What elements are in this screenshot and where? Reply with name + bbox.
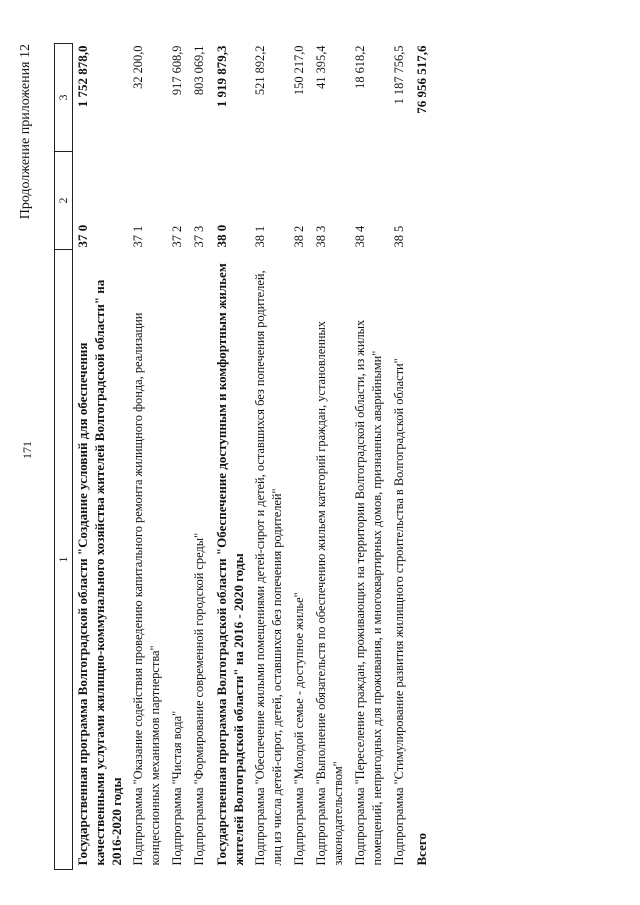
- table-row: [312, 44, 351, 870]
- row-name: Подпрограмма "Выполнение обязательств по обеспечению жильем категорий граждан, установленных законодательством": [314, 321, 345, 866]
- row-code: 38 0: [214, 224, 229, 248]
- table-row: [390, 44, 412, 870]
- table-row: [290, 44, 312, 870]
- row-amount: 18 618,2: [353, 45, 367, 89]
- row-amount: 1 187 756,5: [392, 45, 406, 105]
- header-row: [55, 44, 73, 870]
- table-row: [190, 44, 212, 870]
- row-amount: 41 395,4: [314, 45, 328, 89]
- row-amount: 76 956 517,6: [414, 45, 429, 114]
- table-row: [412, 44, 434, 870]
- table-row: [251, 44, 290, 870]
- row-amount: 1 752 878,0: [75, 45, 90, 108]
- row-name: Подпрограмма "Переселение граждан, проживающих на территории Волгоградской области, из жилых помещений, непригодных для проживания, и многоквартирных домов, признанных аварийными": [353, 319, 384, 866]
- row-code: 38 4: [353, 225, 367, 248]
- column-header: 2: [55, 152, 73, 250]
- budget-table: [54, 43, 434, 870]
- row-amount: 917 608,9: [170, 45, 184, 96]
- row-amount: 803 069,1: [192, 45, 206, 96]
- table-row: [129, 44, 168, 870]
- table-row: [73, 44, 130, 870]
- rotated-page: [18, 40, 530, 870]
- continuation-label: Продолжение приложения 12: [18, 44, 33, 220]
- row-amount: 1 919 879,3: [214, 45, 229, 108]
- row-name: Подпрограмма "Чистая вода": [170, 710, 184, 866]
- page-number: 171: [20, 441, 34, 459]
- row-name: Подпрограмма "Оказание содействия проведению капитального ремонта жилищного фонда, реализации концессионных механизмов партнерства": [131, 312, 162, 866]
- row-name: Подпрограмма "Стимулирование развития жилищного строительства в Волгоградской области": [392, 358, 406, 866]
- row-name: Подпрограмма "Обеспечение жилыми помещениями детей-сирот и детей, оставшихся без попечения родителей, лиц из числа детей-сирот, детей, оставшихся без попечения родителей": [253, 270, 284, 866]
- row-code: 37 1: [131, 225, 145, 248]
- row-name: Государственная программа Волгоградской области "Обеспечение доступным и комфортным жильем жителей Волгоградской области" на 2016 - 2020 годы: [214, 263, 246, 866]
- row-name: Подпрограмма "Формирование современной городской среды": [192, 532, 206, 866]
- row-code: 37 3: [192, 225, 206, 248]
- table-row: [168, 44, 190, 870]
- row-code: 38 3: [314, 225, 328, 248]
- row-code: 38 2: [292, 225, 306, 248]
- table-row: [351, 44, 390, 870]
- table-row: [212, 44, 251, 870]
- row-amount: 32 200,0: [131, 45, 145, 89]
- row-name: Всего: [414, 833, 429, 866]
- row-name: Подпрограмма "Молодой семье - доступное жилье": [292, 592, 306, 866]
- row-name: Государственная программа Волгоградской области "Создание условий для обеспечения качественными услугами жилищно-коммунального хозяйства жителей Волгоградской области" на 2016-2020 годы: [75, 279, 124, 866]
- row-code: 38 1: [253, 225, 267, 248]
- column-header: 1: [55, 250, 73, 870]
- row-amount: 150 217,0: [292, 45, 306, 96]
- column-header: 3: [55, 44, 73, 152]
- row-code: [412, 152, 434, 250]
- row-code: 37 0: [75, 224, 90, 248]
- row-code: 38 5: [392, 225, 406, 248]
- row-amount: 521 892,2: [253, 45, 267, 96]
- row-code: 37 2: [170, 225, 184, 248]
